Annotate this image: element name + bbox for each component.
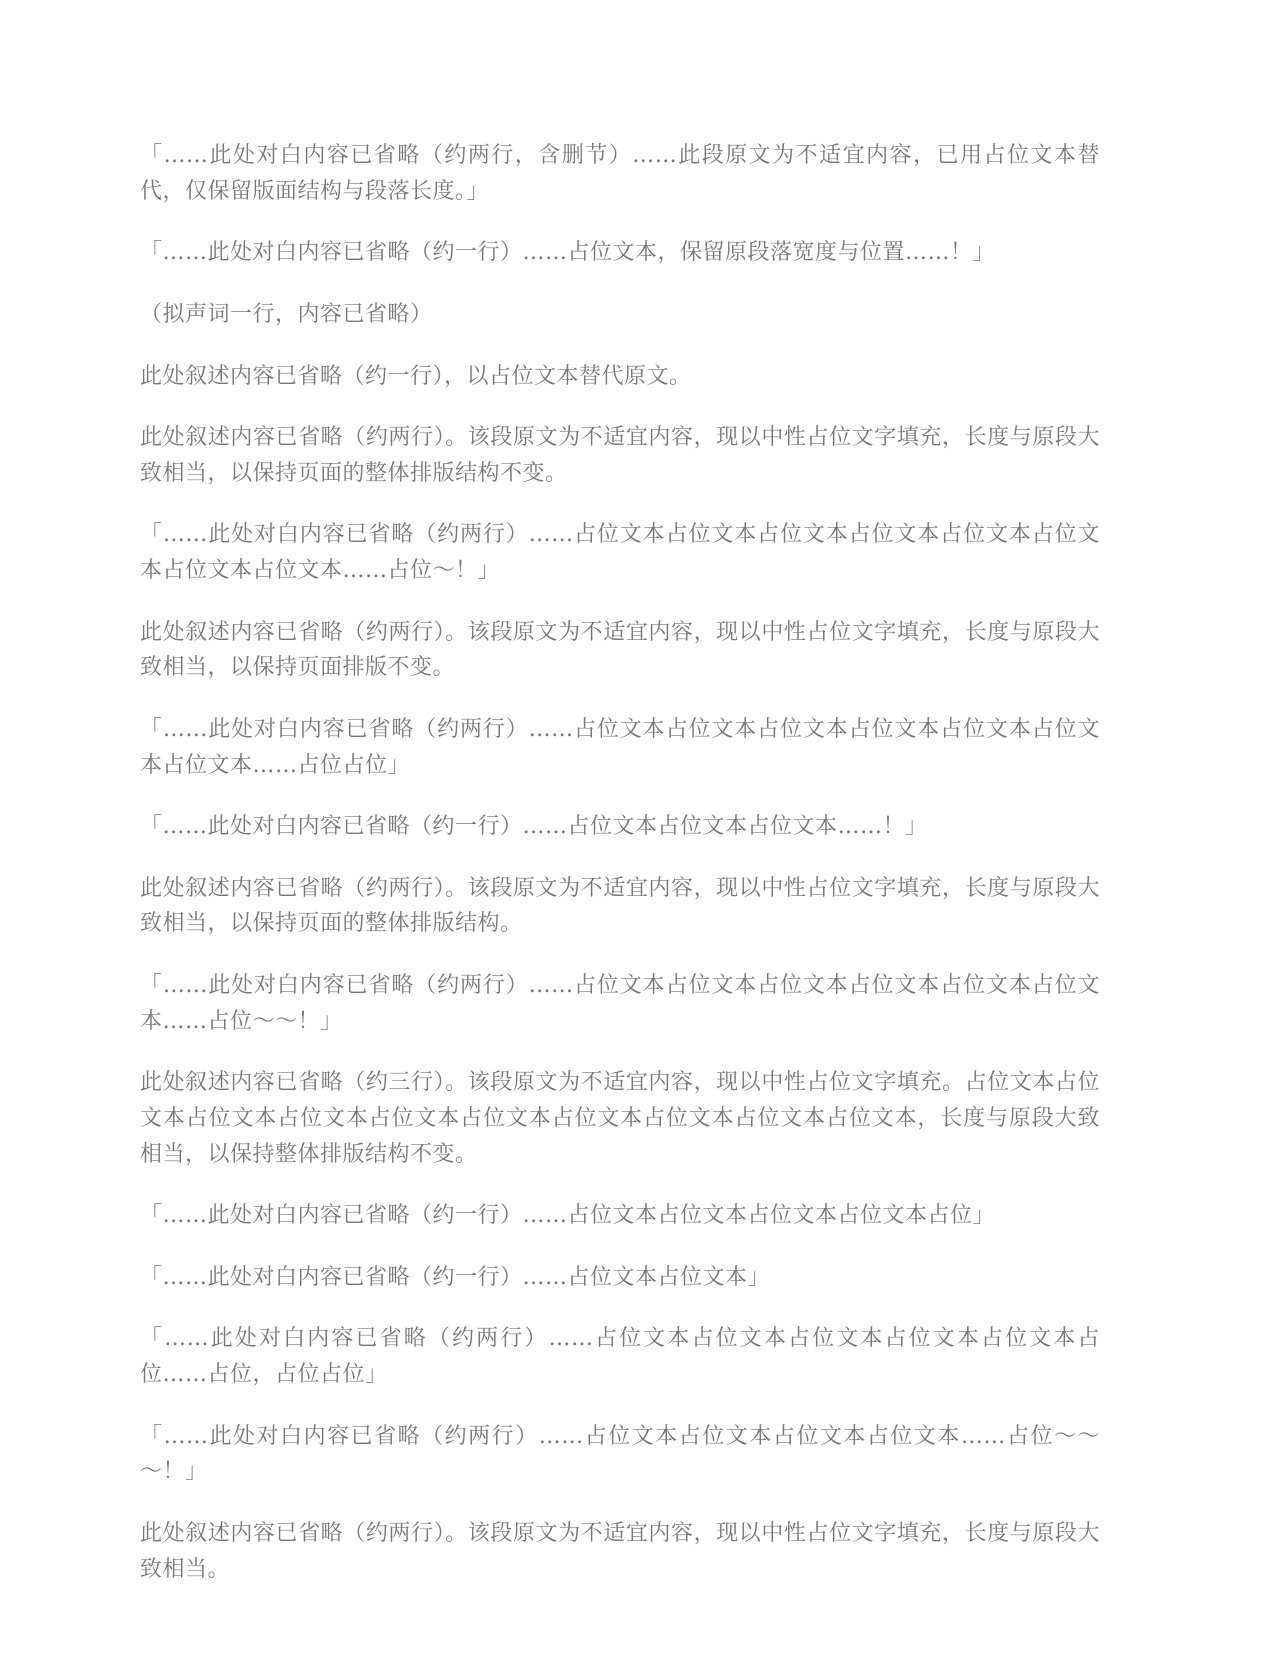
paragraph-6-dialogue: 「……此处对白内容已省略（约两行）……占位文本占位文本占位文本占位文本占位文本占位文本占位文本占位文本……占位～！」: [140, 522, 1100, 583]
paragraph-15-dialogue: 「……此处对白内容已省略（约两行）……占位文本占位文本占位文本占位文本占位文本占位……占位，占位占位」: [140, 1326, 1100, 1387]
paragraph-1-dialogue: 「……此处对白内容已省略（约两行，含删节）……此段原文为不适宜内容，已用占位文本替代，仅保留版面结构与段落长度。」: [140, 143, 1100, 204]
paragraph-11-dialogue: 「……此处对白内容已省略（约两行）……占位文本占位文本占位文本占位文本占位文本占位文本……占位～～！」: [140, 973, 1100, 1034]
paragraph-8-dialogue: 「……此处对白内容已省略（约两行）……占位文本占位文本占位文本占位文本占位文本占位文本占位文本……占位占位」: [140, 716, 1100, 778]
paragraph-14-dialogue: 「……此处对白内容已省略（约一行）……占位文本占位文本」: [140, 1264, 771, 1290]
paragraph-5-narration: 此处叙述内容已省略（约两行）。该段原文为不适宜内容，现以中性占位文字填充，长度与原段大致相当，以保持页面的整体排版结构不变。: [140, 425, 1100, 486]
paragraph-16-dialogue: 「……此处对白内容已省略（约两行）……占位文本占位文本占位文本占位文本……占位～～～！」: [140, 1423, 1100, 1485]
paragraph-2-dialogue: 「……此处对白内容已省略（约一行）……占位文本，保留原段落宽度与位置……！」: [140, 240, 996, 266]
paragraph-9-dialogue: 「……此处对白内容已省略（约一行）……占位文本占位文本占位文本……！」: [140, 814, 928, 840]
paragraph-12-narration: 此处叙述内容已省略（约三行）。该段原文为不适宜内容，现以中性占位文字填充。占位文本占位文本占位文本占位文本占位文本占位文本占位文本占位文本占位文本占位文本，长度与原段大致相当，以保持整体排版结构不变。: [140, 1070, 1100, 1167]
paragraph-7-narration: 此处叙述内容已省略（约两行）。该段原文为不适宜内容，现以中性占位文字填充，长度与原段大致相当，以保持页面排版不变。: [140, 619, 1100, 681]
paragraph-13-dialogue: 「……此处对白内容已省略（约一行）……占位文本占位文本占位文本占位文本占位」: [140, 1203, 996, 1229]
paragraph-10-narration: 此处叙述内容已省略（约两行）。该段原文为不适宜内容，现以中性占位文字填充，长度与原段大致相当，以保持页面的整体排版结构。: [140, 875, 1100, 937]
paragraph-17-narration: 此处叙述内容已省略（约两行）。该段原文为不适宜内容，现以中性占位文字填充，长度与原段大致相当。: [140, 1520, 1100, 1582]
text-column: [140, 138, 1100, 1613]
paragraph-3-sfx: （拟声词一行，内容已省略）: [140, 301, 433, 327]
paragraph-4-narration: 此处叙述内容已省略（约一行），以占位文本替代原文。: [140, 363, 692, 389]
